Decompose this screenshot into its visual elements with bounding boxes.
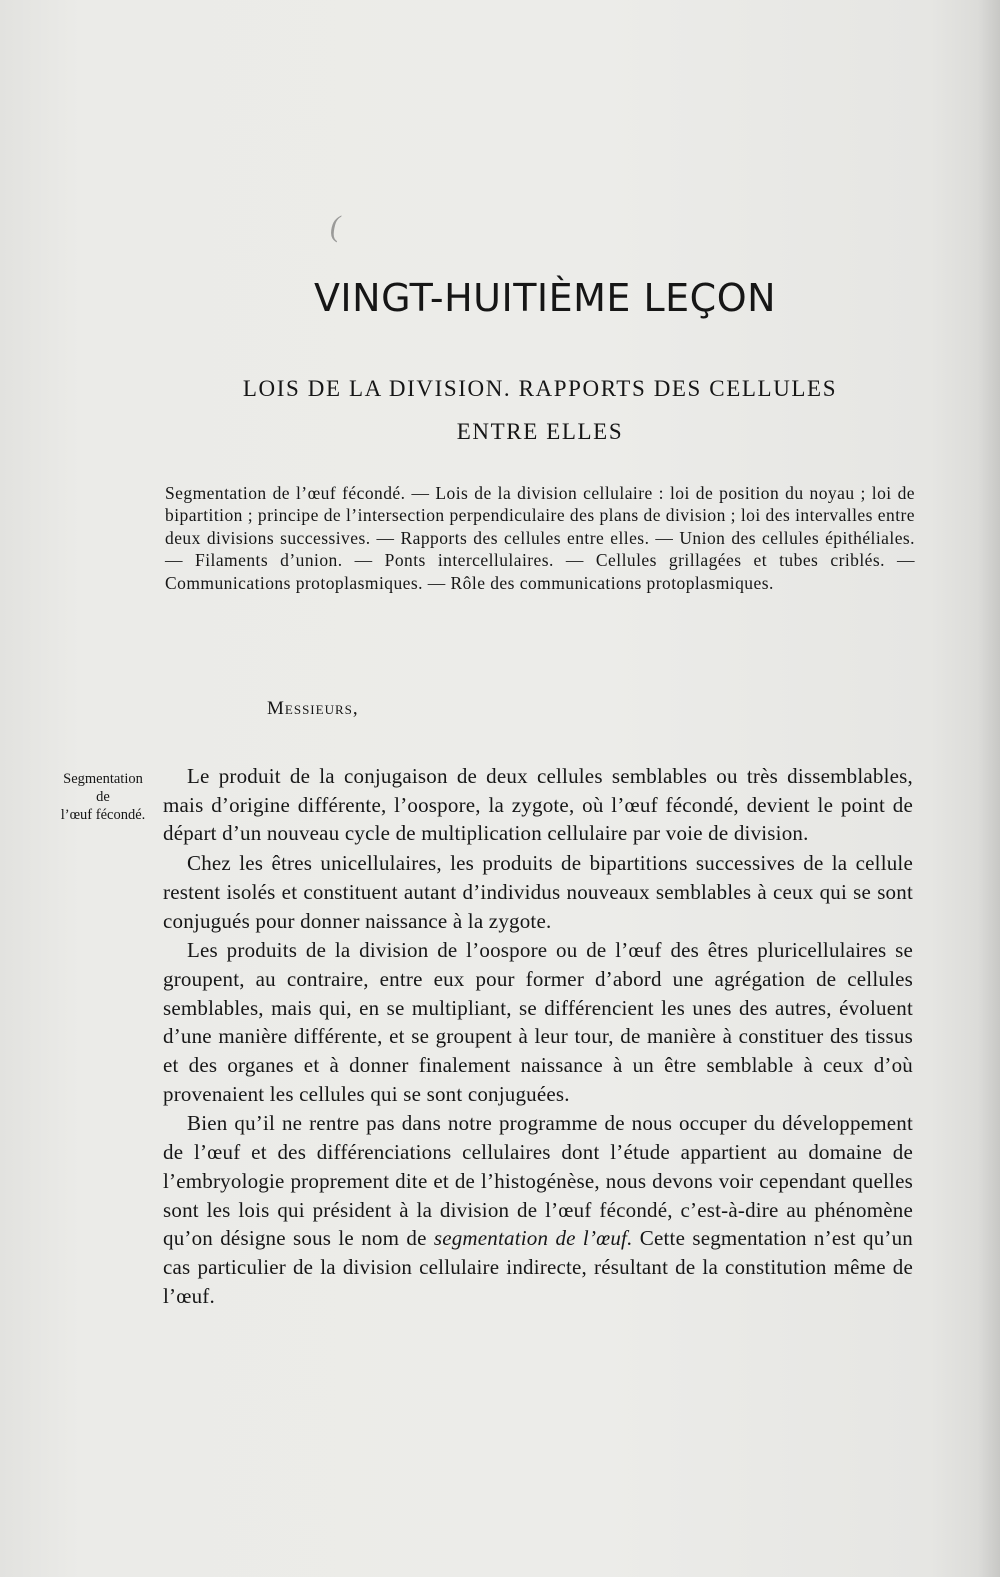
margin-note [28, 770, 178, 824]
section-title [160, 367, 920, 453]
paragraph-4 [163, 1109, 913, 1310]
margin-note-line-3: l’œuf fécondé. [60, 807, 146, 823]
paragraph-1: Le produit de la conjugaison de deux cellules semblables ou très dissemblables, mais d’origine différente, l’oospore, la zygote, où l’œuf fécondé, devient le point de départ d’un nouveau cycle de multiplication cellulaire par voie de division. [163, 764, 913, 846]
section-title-line-2: ENTRE ELLES [456, 419, 624, 444]
paragraph-4-italic-term: segmentation de l’œuf. [433, 1226, 633, 1251]
margin-note-line-1: Segmentation [63, 771, 143, 787]
salutation: Messieurs, [267, 698, 359, 719]
body-text [163, 762, 913, 1311]
chapter-title: VINGT-HUITIÈME LEÇON [313, 276, 777, 320]
page-edge-shadow [978, 0, 1000, 1577]
paragraph-3: Les produits de la division de l’oospore ou de l’œuf des êtres pluricellulaires se groupent, au contraire, entre eux pour former d’abord une agrégation de cellules semblables, mais qui, en se multipliant, se différencient les unes des autres, évoluent d’une manière différente, et se groupent à leur tour, de manière à constituer des tissus et des organes et à donner finalement naissance à un être semblable à ceux d’où provenaient les cellules qui se sont conjuguées. [163, 938, 913, 1106]
chapter-summary: Segmentation de l’œuf fécondé. — Lois de la division cellulaire : loi de position du noyau ; loi de bipartition ; principe de l’intersection perpendiculaire des plans de division ; loi des intervalles entre deux divisions successives. — Rapports des cellules entre elles. — Union des cellules épithéliales. — Filaments d’union. — Ponts intercellulaires. — Cellules grillagées et tubes criblés. — Communications protoplasmiques. — Rôle des communications protoplasmiques. [165, 483, 915, 593]
paragraph-4-part-2: Cette segmentation n’est qu’un cas particulier de la division cellulaire indirecte, résultant de la constitution même de l’œuf. [163, 1226, 913, 1308]
paragraph-4-part-1: Bien qu’il ne rentre pas dans notre programme de nous occuper du développement de l’œuf et des différenciations cellulaires dont l’étude appartient au domaine de l’embryologie proprement dite et de l’histogénèse, nous devons voir cependant quelles sont les lois qui président à la division de l’œuf fécondé, c’est-à-dire au phénomène qu’on désigne sous le nom de [163, 1111, 913, 1251]
section-title-line-1: LOIS DE LA DIVISION. RAPPORTS DES CELLULES [242, 376, 838, 401]
paragraph-2: Chez les êtres unicellulaires, les produits de bipartitions successives de la cellule restent isolés et constituent autant d’individus nouveaux semblables à ceux qui se sont conjugués pour donner naissance à la zygote. [163, 851, 913, 933]
stray-pencil-mark: ( [330, 210, 340, 243]
margin-note-line-2: de [96, 789, 110, 805]
